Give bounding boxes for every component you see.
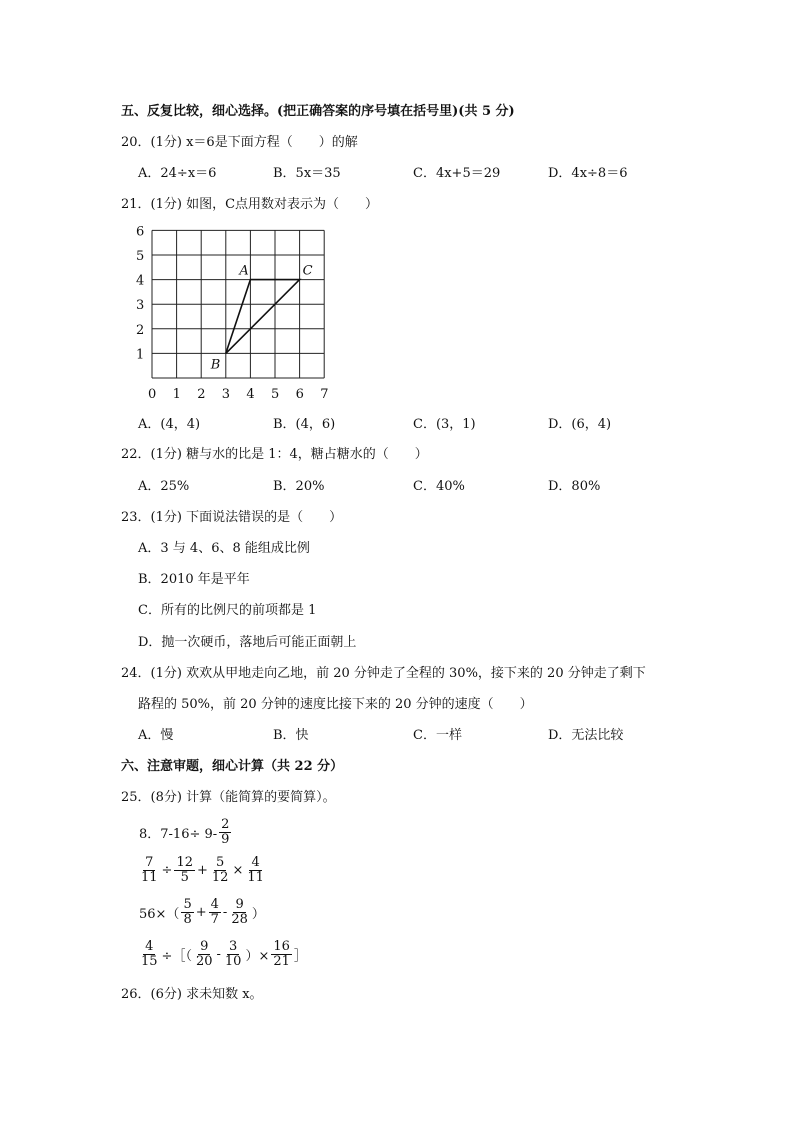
q25-expression-1 xyxy=(138,818,232,847)
x-tick-label: 1 xyxy=(172,387,181,402)
y-tick-label: 1 xyxy=(136,347,145,363)
q24-stem-line2: 路程的 50%，前 20 分钟的速度比接下来的 20 分钟的速度（ ） xyxy=(138,697,533,712)
q22-option-d: D．80% xyxy=(548,479,601,494)
q21-stem: 21．(1分) 如图，C点用数对表示为（ ） xyxy=(121,197,379,212)
q20-option-d: D．4x÷8＝6 xyxy=(548,166,628,181)
q25-expression-2: $\frac{7}{11}$ ÷ $\frac{12}{5}$ + $\frac{5}{12}$ × $\frac{4}{11}$ xyxy=(141,855,264,885)
q23-option-a: A．3 与 4、6、8 能组成比例 xyxy=(138,541,310,556)
q23-option-b: B．2010 年是平年 xyxy=(138,572,250,587)
section-5-title: 五、反复比较，细心选择。(把正确答案的序号填在括号里)(共 5 分) xyxy=(121,104,515,119)
q23-option-d: D．抛一次硬币，落地后可能正面朝上 xyxy=(138,635,357,650)
y-tick-label: 3 xyxy=(136,298,145,314)
fraction: $\frac{4}{7}$ xyxy=(210,897,219,927)
point-c-label: C xyxy=(302,263,313,279)
triangle-abc xyxy=(226,280,300,354)
q24-option-a: A．慢 xyxy=(138,728,174,743)
fraction: $\frac{3}{10}$ xyxy=(224,939,242,969)
q23-stem: 23．(1分) 下面说法错误的是（ ） xyxy=(121,510,343,525)
section-6-title: 六、注意审题，细心计算（共 22 分） xyxy=(121,759,344,774)
fraction: $\frac{9}{28}$ xyxy=(231,897,248,927)
q21-option-d: D．(6，4) xyxy=(548,417,612,432)
x-tick-label: 6 xyxy=(295,387,304,402)
q25-stem: 25．(8分) 计算（能简算的要简算）。 xyxy=(121,790,336,805)
q24-stem-line1: 24．(1分) 欢欢从甲地走向乙地，前 20 分钟走了全程的 30%，接下来的 20 分钟走了剩下 xyxy=(121,666,646,681)
q24-option-d: D．无法比较 xyxy=(548,728,624,743)
fraction: $\frac{7}{11}$ xyxy=(141,855,158,885)
y-tick-label: 2 xyxy=(136,322,145,338)
q22-stem: 22．(1分) 糖与水的比是 1：4，糖占糖水的（ ） xyxy=(121,447,428,462)
q20-option-a: A．24÷x＝6 xyxy=(138,166,217,181)
q23-option-c: C．所有的比例尺的前项都是 1 xyxy=(138,603,317,618)
x-tick-label: 0 xyxy=(148,387,157,402)
q20-option-b: B．5x＝35 xyxy=(273,166,341,181)
q22-option-a: A．25% xyxy=(138,479,190,494)
x-tick-label: 3 xyxy=(221,387,231,402)
x-tick-label: 7 xyxy=(320,387,329,402)
fraction: $\frac{5}{8}$ xyxy=(183,897,192,927)
q24-option-c: C．一样 xyxy=(413,728,462,743)
q24-option-b: B．快 xyxy=(273,728,309,743)
x-tick-label: 5 xyxy=(271,387,280,402)
y-tick-label: 6 xyxy=(136,225,145,240)
point-a-label: A xyxy=(239,263,249,279)
q26-stem: 26．(6分) 求未知数 x。 xyxy=(121,987,263,1002)
x-tick-label: 2 xyxy=(197,387,206,402)
q21-option-c: C．(3，1) xyxy=(413,417,476,432)
fraction: $\frac{12}{5}$ xyxy=(176,855,193,885)
expr1-prefix: 8．7-16÷ 9- xyxy=(139,827,218,842)
y-tick-label: 5 xyxy=(136,249,145,264)
fraction: $\frac{2}{9}$ xyxy=(221,817,230,847)
fraction: $\frac{9}{20}$ xyxy=(195,939,213,969)
fraction: $\frac{5}{12}$ xyxy=(211,855,229,885)
q22-option-b: B．20% xyxy=(273,479,325,494)
q21-option-b: B．(4，6) xyxy=(273,417,336,432)
point-b-label: B xyxy=(210,357,221,373)
q25-expression-3: 56×（ $\frac{5}{8}$ + $\frac{4}{7}$ - $\frac{9}{28}$ ） xyxy=(139,897,265,927)
y-tick-label: 4 xyxy=(136,273,145,289)
q25-expression-4: $\frac{4}{15}$ ÷［（ $\frac{9}{20}$ - $\frac{3}{10}$ ）× $\frac{16}{21}$ ］ xyxy=(141,939,307,969)
q20-option-c: C．4x+5＝29 xyxy=(413,166,501,181)
q20-stem: 20．(1分) x＝6是下面方程（ ）的解 xyxy=(121,135,358,150)
fraction: $\frac{4}{11}$ xyxy=(247,855,264,885)
q22-option-c: C．40% xyxy=(413,479,465,494)
fraction: $\frac{4}{15}$ xyxy=(141,939,158,969)
fraction: $\frac{16}{21}$ xyxy=(273,939,290,969)
coordinate-grid-figure xyxy=(130,225,340,405)
x-tick-label: 4 xyxy=(246,387,255,402)
q21-option-a: A．(4，4) xyxy=(138,417,201,432)
